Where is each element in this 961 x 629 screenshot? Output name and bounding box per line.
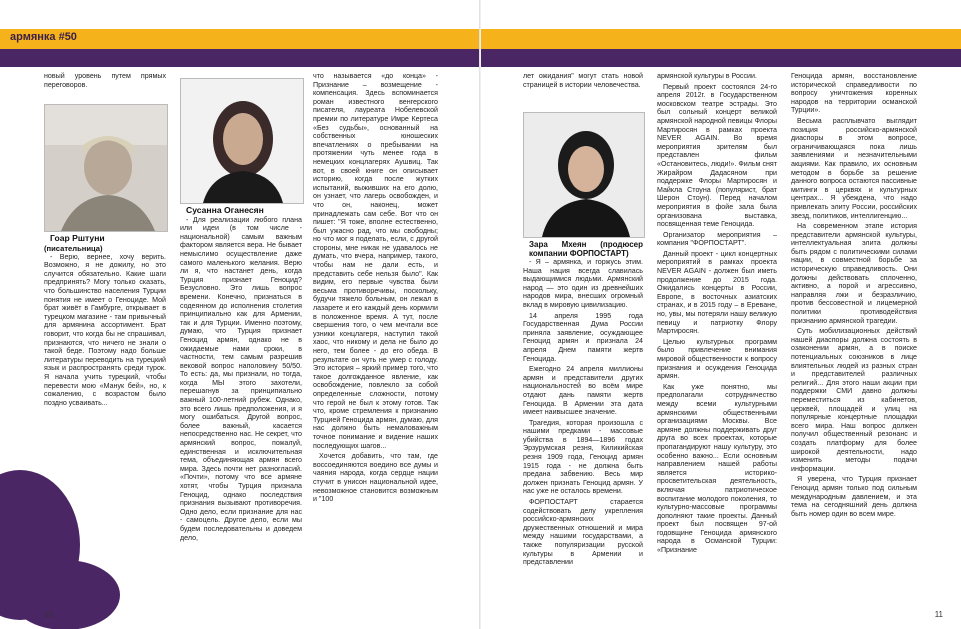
paragraph: На современном этапе история представители армянской культуры, интеллектуальная элита должны быть рядом с политическими силами нации, в совместной борьбе за историческую справедливость. Они должны действовать сплоченно, активно, а порой и агрессивно, направляя лжи и безразличию, против бессовестной и лицемерной политики противодействия признанию армянской трагедии. [791, 222, 917, 325]
paragraph: Трагедия, которая произошла с нашими предками - массовые убийства в 1894—1896 годах Эрзурумская резня, Киликийская резня 1909 года, Геноцид армян 1915 года - не должна быть предана забвению. Весь мир должен признать Геноцид армян. У нас уже не осталось времени. [523, 418, 643, 496]
header-purple-band [0, 49, 480, 67]
decorative-blob [10, 560, 120, 629]
paragraph: Я уверена, что Турция признает Геноцид армян только под сильным международным давлением, и эта тема на сегодняшний день должна быть номер один во всем мире. [791, 475, 917, 518]
right-page [481, 0, 961, 629]
portrait-image [181, 79, 303, 203]
paragraph: 14 апреля 1995 года Государственная Дума России приняла заявление, осуждающее Геноцид армян и признала 24 апреля Днем памяти жертв Геноцида. [523, 311, 643, 363]
article-column-6 [791, 72, 917, 520]
author-portrait-susanna [180, 78, 304, 204]
portrait-image [45, 105, 167, 231]
article-column-4 [523, 72, 643, 91]
paragraph: что называется «до конца» - Признание – возмещение - компенсация. Здесь вспоминается роман известного венгерского писателя, лауреата Нобелевской премии по литературе Имре Кертеса «Без судьбы», основанный на собственных юношеских впечатлениях о пребывании на протяжении чуть менее года в немецких концлагерях Аушвиц. Так вот, в своей книге он описывает историю, когда после жутких испытаний, выживших на его долю, он узнает, что лагерь освобожден, и что он, наконец, может принадлежать сам себе. Вот что он пишет: "Я тоже, вполне естественно, был ужасно рад, что мы свободны; но что мог я поделать, если, с другой стороны, мне никак не удавалось не думать, что вчера, например, такого, чтобы нам не дали есть, и представить себе нельзя было". Как видим, его первые чувства были весьма противоречивы, поскольку, будучи тяжело больным, он лежал в лазарете и его каждый день кормили в положенное время. А тут, после свершения того, о чем мечтали все узники концлагеря, наступил такой хаос, что никому и дела не было до него, тем более - до его обеда. В результате он чуть не умер с голоду. Это история – яркий пример того, что такое долгожданное явление, как освобождение, повлекло за собой определенные сложности, потому что герой не был к этому готов. Так что, кроме стремления к признанию Турцией Геноцида армян, думаю, для нас должно быть немаловажным точное понимание и видение наших последующих шагов... [313, 72, 438, 450]
paragraph: Суть мобилизационных действий нашей диаспоры должна состоять в озаконении армян, а в поиске потенциальных союзников в лице влиятельных людей из разных стран и представителей различных религий... Для этого наши акции при поддержки СМИ давно должны переместиться из кабинетов, церквей, площадей и улиц на популярные концертные площадки всего мира. Наш вопрос должен получил общественный резонанс и создать платформу для более широкой деятельности, надо изменить методы подачи информации. [791, 327, 917, 473]
paragraph: Целью культурных программ было привлечение внимания мировой общественности к вопросу признания и осуждения Геноцида армян. [657, 337, 777, 381]
paragraph: новый уровень путем прямых переговоров. [44, 72, 166, 89]
header-purple-band [481, 49, 961, 67]
paragraph: армянской культуры в России. [657, 72, 757, 80]
author-name: Сусанна Оганесян [186, 205, 264, 215]
left-page [0, 0, 480, 629]
article-column-2 [180, 206, 302, 544]
author-name: Гоар Рштуни [50, 233, 105, 243]
header-bar [481, 29, 961, 49]
paragraph: Организатор мероприятия – компания "ФОРПОСТАРТ". [657, 230, 777, 248]
paragraph: лет ожидания" могут стать новой страницей в истории человечества. [523, 72, 643, 89]
paragraph: Ежегодно 24 апреля миллионы армян и представители других национальностей во всём мире отдают дань памяти жертв Геноцида. В Армении эта дата имеет наивысшее значение. [523, 365, 643, 417]
author-role: (писательница) [44, 243, 103, 253]
article-column-5 [657, 72, 777, 557]
author-name: Зара Мхеян (продюсер компании ФОРПОСТАРТ) [529, 240, 643, 258]
page-number-right: 11 [934, 610, 943, 619]
magazine-issue-label: армянка #50 [10, 31, 77, 43]
paragraph: Весьма расплывчато выглядит позиция российско-армянской диаспоры в этом вопросе, ограничивающаяся пока лишь заявлениями и незначительными акциями. Как правило, их основным методом в борьбе за решение данного вопроса остаются пассивные митинги в церквях и культурных центрах... Я убеждена, что надо привлекать элиту России, российских звезд, политиков, интеллигенцию... [791, 116, 917, 220]
paragraph: Геноцида армян, восстановление исторической справедливости по вопросу уничтожения коренных народов на территории османской Турции». [791, 72, 917, 115]
paragraph: - Я – армянка, и горжусь этим. Наша нация всегда славилась выдающимися людьми. Армянский народ — это один из древнейших народов мира, внесших огромный вклад в мировую цивилизацию. [523, 258, 643, 309]
header-bar [0, 29, 480, 49]
author-portrait-zara [523, 112, 645, 238]
author-portrait-gohar [44, 104, 168, 232]
portrait-image [524, 113, 644, 237]
paragraph: - Верю, вернее, хочу верить. Возможно, я не дожилу, но это случится обязательно. Какие шаги предпринять? Могу только сказать, что большинство населения Турции понятия не имеет о Геноциде. Мой брат живёт в Гамбурге, открывает в турецком магазине - там привычный для армянина ассортимент. Брат говорит, что когда бы не спрашивал, признаются, что ничего не знали о такой беде. Поэтому надо больше литературы переводить на турецкий язык и распространять среди турок. Я начала учить турецкий, чтобы перевести мою «Манук бей», но, к сожалению, с возрастом было поздно усваивать... [44, 252, 166, 407]
paragraph: Данный проект - цикл концертных мероприятий в рамках проекта NEVER AGAIN - должен был иметь продолжение до 2015 года. Ожидались концерты в России, Европе, в восточных азиатских странах, и в 2015 году – в Ереване, но, увы, мы потеряли нашу великую певицу и патриотку Флору Мартиросян. [657, 249, 777, 336]
article-column-1 [44, 72, 166, 91]
paragraph: Первый проект состоялся 24-го апреля 2012г. в Государственном московском театре эстрады. Это был сольный концерт великой армянской народной певицы Флоры Мартиросян в рамках проекта NEVER AGAIN. Во время мероприятия зрителям был представлен фильм «Остановитесь, люди!». Фильм снят Жирайром Дадасяном при поддержке Флоры Мартиросян и Майкла Стоуна (популярист, брат Шерон Стоун). Перед началом мероприятия в фойе зала была организована выставка, посвященная теме Геноцида. [657, 82, 777, 229]
paragraph: Как уже понятно, мы предполагали сотрудничество между всеми культурными армянскими общественными организациями Москвы. Все армяне должны поддерживать друг друга во всех проектах, которые пропагандируют нашу культуру, это особенно важно... Если основным направлением нашей работы является историко-просветительская деятельность, включая патриотическое воспитание молодого поколения, то культурно-массовые программы дополняют такие проекты. Данный проект был посвящен 97-ой годовщине Геноцида армянского народа в Османской Турции: «Признание [657, 382, 777, 555]
paragraph: ФОРПОСТАРТ старается содействовать делу укрепления российско-армянских дружественных отношений и мира между нашими государствами, а также популяризации русской культуры в Армении и представлении [523, 498, 643, 567]
article-column-4-body [523, 240, 643, 569]
paragraph: Хочется добавить, что там, где воссоединяются воедино все думы и чаяния народа, когда сердце нации стучит в унисон национальной идее, невозможное становится возможным и "100 [313, 452, 438, 504]
page-number-left: 10 [44, 610, 53, 619]
article-column-3 [313, 72, 438, 506]
paragraph: - Для реализации любого плана или идеи (в том числе - национальной) самым важным фактором является вера. Не бывает немыслимо осуществление даже самого маленького желания. Верю ли я, что настанет день, когда Турция признает Геноцид? Безусловно. Это лишь вопрос времени. Конечно, признаться в содеянном до исполнения столетия принципиально как для Армении, так и для Турции. Именно поэтому, думаю, что Турция признает Геноцид армян, однако не в ожидаемые нами сроки, в частности, тем самым разрешив вековой вопрос наполовину 50/50. То есть: да, мы признали, но тогда, когда МЫ этого захотели, перешагнув за принципиально важный 100-летний рубеж. Однако, это всего лишь предположения, и я могу ошибаться. Другой вопрос, более важный, касается непосредственно нас. Не секрет, что армянский вопрос, пожалуй, единственная и исключительная тема, объединяющая армян всего мира. Здесь почти нет разногласий. «Почти», потому что все армяне хотят, чтобы Турция признала Геноцид, однако последствия признания вызывают противоречия. Одно дело, если признание для нас - самоцель. Другое дело, если мы будем последовательны и доведем дело, [180, 215, 302, 542]
article-column-1-body [44, 234, 166, 409]
